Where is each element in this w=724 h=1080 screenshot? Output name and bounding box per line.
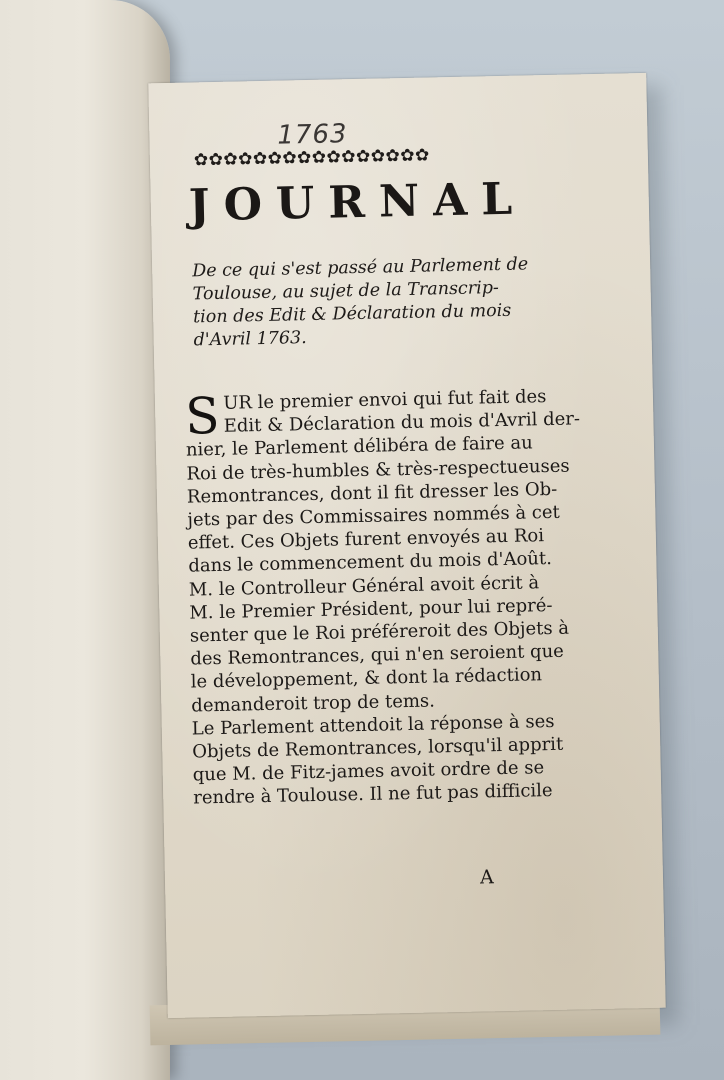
signature-mark: A [479, 866, 494, 889]
subtitle [192, 252, 574, 352]
book-page [148, 73, 665, 1018]
body-line: demanderoit trop de tems. [191, 690, 436, 717]
body-line: Objets de Remontrances, lorsqu'il apprit [192, 733, 564, 763]
body-line: rendre à Toulouse. Il ne fut pas difficile [193, 780, 553, 809]
body-line: effet. Ces Objets furent envoyés au Roi [187, 525, 545, 554]
left-page [0, 0, 170, 1080]
body-line: Edit & Déclaration du mois d'Avril der- [223, 408, 581, 438]
body-line: dans le commencement du mois d'Août. [188, 548, 553, 578]
subtitle-line: tion des Edit & Déclaration du mois [192, 300, 512, 328]
body-line: M. le Premier Président, pour lui repré- [189, 594, 553, 624]
body-line: Remontrances, dont il fit dresser les Ob- [186, 478, 558, 508]
body-line: le développement, & dont la rédaction [190, 664, 543, 693]
body-line: M. le Controlleur Général avoit écrit à [188, 571, 540, 601]
subtitle-line: d'Avril 1763. [193, 328, 307, 351]
page-title: JOURNAL [188, 173, 527, 232]
fleuron-ornament: ✿✿✿✿✿✿✿✿✿✿✿✿✿✿✿✿ [193, 145, 430, 171]
drop-cap: S [184, 386, 221, 446]
body-line: Le Parlement attendoit la réponse à ses [191, 710, 555, 740]
body-text [185, 384, 594, 810]
subtitle-line: Toulouse, au sujet de la Transcrip- [192, 278, 500, 305]
body-line: jets par des Commissaires nommés à cet [187, 501, 560, 531]
body-line: senter que le Roi préféreroit des Objets à [189, 617, 570, 647]
body-line: nier, le Parlement délibéra de faire au [185, 432, 533, 462]
body-line: des Remontrances, qui n'en seroient que [190, 640, 565, 670]
subtitle-line: De ce qui s'est passé au Parlement de [192, 254, 529, 282]
body-line: que M. de Fitz-james avoit ordre de se [192, 757, 545, 786]
handwritten-year: 1763 [277, 119, 348, 151]
body-line: UR le premier envoi qui fut fait des [223, 386, 547, 414]
body-line: Roi de très-humbles & très-respectueuses [186, 455, 570, 485]
